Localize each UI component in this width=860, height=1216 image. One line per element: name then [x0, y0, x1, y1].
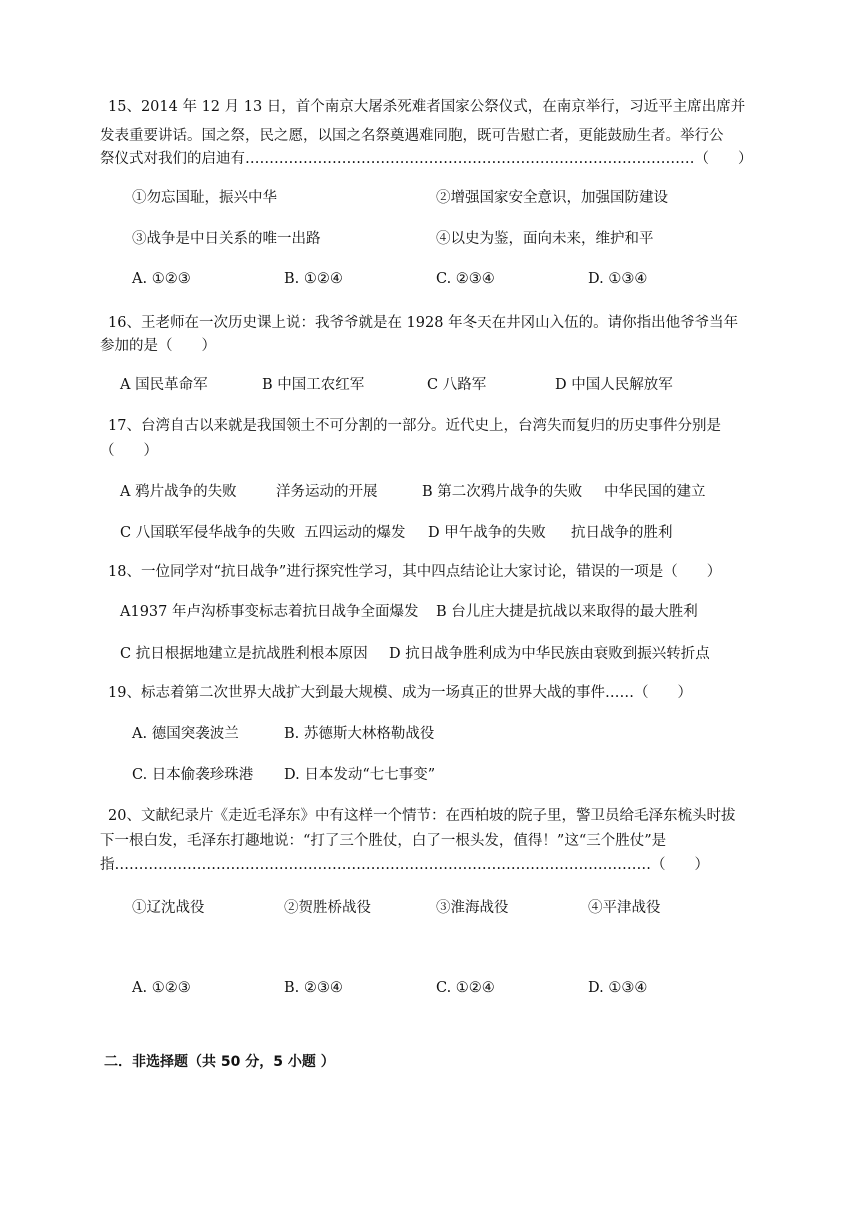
q17-stem-line-1: 17、台湾自古以来就是我国领土不可分割的一部分。近代史上，台湾失而复归的历史事件分别是: [108, 418, 721, 434]
q16-option-c: C 八路军: [427, 377, 487, 393]
q20-item-2: ②贺胜桥战役: [284, 900, 371, 916]
q15-stem-line-2: 发表重要讲话。国之祭，民之愿，以国之名祭奠遇难同胞，既可告慰亡者，更能鼓励生者。举行公: [100, 128, 724, 144]
q20-option-c: C. ①②④: [436, 980, 495, 996]
section-heading: 二．非选择题（共 50 分，5 小题 ）: [104, 1054, 335, 1070]
q18-option-c: C 抗日根据地建立是抗战胜利根本原因: [120, 646, 368, 662]
q18-option-a: A1937 年卢沟桥事变标志着抗日战争全面爆发: [120, 604, 419, 620]
q20-item-3: ③淮海战役: [436, 900, 509, 916]
q18-option-d: D 抗日战争胜利成为中华民族由衰败到振兴转折点: [389, 646, 710, 662]
q19-option-d: D. 日本发动“七七事变”: [284, 767, 436, 783]
q18-stem: 18、一位同学对“抗日战争”进行探究性学习，其中四点结论让大家讨论，错误的一项是（ ）: [108, 564, 722, 580]
q15-item-1: ①勿忘国耻，振兴中华: [132, 190, 277, 206]
q20-item-1: ①辽沈战役: [132, 900, 205, 916]
q15-option-a: A. ①②③: [132, 271, 191, 287]
q17-option-c-part-1: C 八国联军侵华战争的失败: [120, 525, 296, 541]
q20-stem-line-1: 20、文献纪录片《走近毛泽东》中有这样一个情节：在西柏坡的院子里，警卫员给毛泽东梳头时拔: [108, 808, 736, 824]
q17-option-c-part-2: 五四运动的爆发: [304, 525, 406, 541]
q16-stem-line-2: 参加的是（ ）: [100, 338, 216, 354]
q19-option-a: A. 德国突袭波兰: [132, 726, 239, 742]
q20-stem-line-2: 下一根白发，毛泽东打趣地说：“打了三个胜仗，白了一根头发，值得！”这“三个胜仗”是: [100, 833, 667, 849]
q17-option-d-part-2: 抗日战争的胜利: [571, 525, 673, 541]
q20-item-4: ④平津战役: [588, 900, 661, 916]
q17-option-b-part-2: 中华民国的建立: [604, 484, 706, 500]
q15-stem-line-1: 15、2014 年 12 月 13 日，首个南京大屠杀死难者国家公祭仪式，在南京举行，习近平主席出席并: [108, 99, 746, 115]
q17-option-a-part-2: 洋务运动的开展: [276, 484, 378, 500]
q16-option-a: A 国民革命军: [120, 377, 208, 393]
q16-stem-line-1: 16、王老师在一次历史课上说：我爷爷就是在 1928 年冬天在井冈山入伍的。请你指出他爷爷当年: [108, 315, 739, 331]
q15-option-b: B. ①②④: [284, 271, 343, 287]
q16-option-d: D 中国人民解放军: [555, 377, 673, 393]
q15-item-4: ④以史为鉴，面向未来，维护和平: [436, 231, 654, 247]
q20-option-d: D. ①③④: [588, 980, 648, 996]
q15-stem-line-3: 祭仪式对我们的启迪有…………………………………………………………………………………（ ）: [100, 151, 753, 167]
q19-stem: 19、标志着第二次世界大战扩大到最大规模、成为一场真正的世界大战的事件……（ ）: [108, 685, 692, 701]
q15-item-3: ③战争是中日关系的唯一出路: [132, 231, 321, 247]
q20-option-a: A. ①②③: [132, 980, 191, 996]
q17-option-d-part-1: D 甲午战争的失败: [428, 525, 546, 541]
q15-option-d: D. ①③④: [588, 271, 648, 287]
q20-stem-line-3: 指…………………………………………………………………………………………………（ ）: [100, 857, 709, 873]
q19-option-c: C. 日本偷袭珍珠港: [132, 767, 254, 783]
q19-option-b: B. 苏德斯大林格勒战役: [284, 726, 435, 742]
q17-option-a-part-1: A 鸦片战争的失败: [120, 484, 237, 500]
q17-stem-line-2: （ ）: [100, 443, 158, 459]
q15-option-c: C. ②③④: [436, 271, 495, 287]
q20-option-b: B. ②③④: [284, 980, 343, 996]
q16-option-b: B 中国工农红军: [262, 377, 365, 393]
q15-item-2: ②增强国家安全意识，加强国防建设: [436, 190, 668, 206]
q17-option-b-part-1: B 第二次鸦片战争的失败: [422, 484, 583, 500]
q18-option-b: B 台儿庄大捷是抗战以来取得的最大胜利: [436, 604, 698, 620]
